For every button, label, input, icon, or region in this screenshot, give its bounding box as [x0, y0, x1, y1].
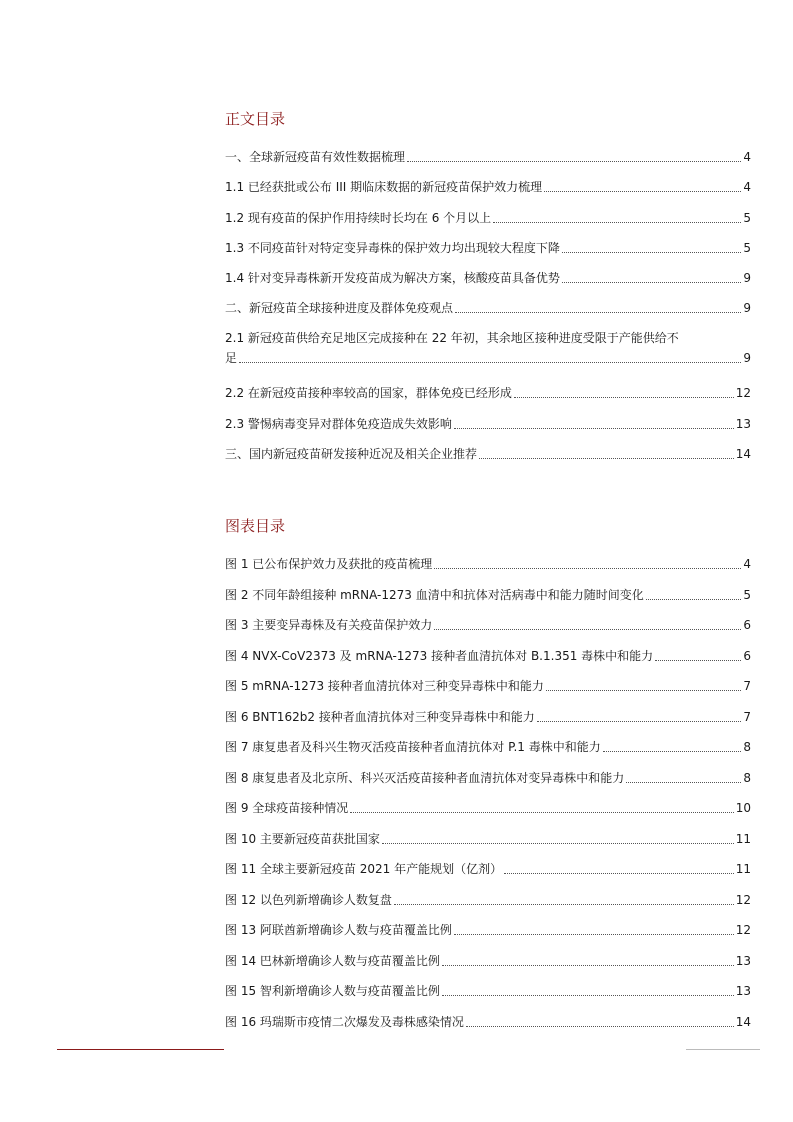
leader-dots	[626, 782, 741, 783]
figure-entry[interactable]	[225, 861, 751, 877]
figure-entry-page: 12	[735, 923, 751, 937]
leader-dots	[442, 995, 734, 996]
toc-entry-page: 4	[743, 150, 751, 164]
leader-dots	[466, 1026, 734, 1027]
figure-entry[interactable]	[225, 709, 751, 725]
figure-entry-title: 图 4 NVX-CoV2373 及 mRNA-1273 接种者血清抗体对 B.1.351 毒株中和能力	[225, 649, 654, 663]
figure-entry-page: 7	[743, 679, 751, 693]
toc-entry-title: 2.1 新冠疫苗供给充足地区完成接种在 22 年初，其余地区接种进度受限于产能供给不	[225, 331, 679, 345]
figure-entry[interactable]	[225, 1014, 751, 1030]
figure-entry-page: 14	[735, 1015, 751, 1029]
leader-dots	[455, 312, 741, 313]
toc-entry-title: 二、新冠疫苗全球接种进度及群体免疫观点	[225, 301, 454, 315]
toc-entry-page: 5	[743, 241, 751, 255]
figure-entry[interactable]	[225, 587, 751, 603]
leader-dots	[514, 397, 734, 398]
figure-entry-page: 6	[743, 618, 751, 632]
figure-entry-title: 图 8 康复患者及北京所、科兴灭活疫苗接种者血清抗体对变异毒株中和能力	[225, 771, 625, 785]
leader-dots	[493, 222, 741, 223]
leader-dots	[562, 252, 741, 253]
footer-accent-line	[57, 1049, 224, 1050]
leader-dots	[454, 428, 734, 429]
toc-entry-page: 9	[743, 301, 751, 315]
figure-entry-title: 图 3 主要变异毒株及有关疫苗保护效力	[225, 618, 433, 632]
toc-entry-page: 9	[743, 271, 751, 285]
toc-entry[interactable]	[225, 385, 751, 401]
toc-entry-title: 一、全球新冠疫苗有效性数据梳理	[225, 150, 406, 164]
figure-entry[interactable]	[225, 831, 751, 847]
toc-entry-page: 14	[735, 447, 751, 461]
toc-entry-page: 13	[735, 417, 751, 431]
leader-dots	[382, 843, 734, 844]
leader-dots	[239, 362, 741, 363]
figure-entry-page: 6	[743, 649, 751, 663]
toc-entry[interactable]	[225, 416, 751, 432]
figure-entry[interactable]	[225, 770, 751, 786]
toc-entry[interactable]	[225, 240, 751, 256]
figure-entry-title: 图 11 全球主要新冠疫苗 2021 年产能规划（亿剂）	[225, 862, 503, 876]
figure-entry-page: 13	[735, 954, 751, 968]
figure-entry[interactable]	[225, 953, 751, 969]
toc-entry-page: 9	[743, 351, 751, 365]
figure-entry[interactable]	[225, 922, 751, 938]
footer-divider-line	[686, 1049, 760, 1050]
figure-entry-page: 12	[735, 893, 751, 907]
toc-entry[interactable]	[225, 328, 751, 368]
figure-entry-title: 图 15 智利新增确诊人数与疫苗覆盖比例	[225, 984, 440, 998]
toc-entry-title: 1.4 针对变异毒株新开发疫苗成为解决方案，核酸疫苗具备优势	[225, 271, 560, 285]
figure-entry-title: 图 5 mRNA-1273 接种者血清抗体对三种变异毒株中和能力	[225, 679, 544, 693]
toc-entry-title-continued: 足	[225, 351, 238, 365]
figure-entry-title: 图 16 玛瑞斯市疫情二次爆发及毒株感染情况	[225, 1015, 464, 1029]
toc-entry[interactable]	[225, 179, 751, 195]
leader-dots	[350, 812, 733, 813]
toc-entry[interactable]	[225, 300, 751, 316]
leader-dots	[546, 690, 741, 691]
figure-entry-page: 5	[743, 588, 751, 602]
figure-entry[interactable]	[225, 556, 751, 572]
figure-entry-title: 图 14 巴林新增确诊人数与疫苗覆盖比例	[225, 954, 440, 968]
toc-entry[interactable]	[225, 210, 751, 226]
figure-entry-title: 图 2 不同年龄组接种 mRNA-1273 血清中和抗体对活病毒中和能力随时间变化	[225, 588, 644, 602]
leader-dots	[442, 965, 734, 966]
leader-dots	[454, 934, 734, 935]
toc-entry[interactable]	[225, 446, 751, 462]
leader-dots	[646, 599, 742, 600]
figure-entry-page: 11	[735, 832, 751, 846]
toc-entry-title: 三、国内新冠疫苗研发接种近况及相关企业推荐	[225, 447, 478, 461]
leader-dots	[544, 191, 741, 192]
figure-entry-title: 图 1 已公布保护效力及获批的疫苗梳理	[225, 557, 433, 571]
figure-entry[interactable]	[225, 800, 751, 816]
leader-dots	[562, 282, 741, 283]
toc-entry-title: 1.2 现有疫苗的保护作用持续时长均在 6 个月以上	[225, 211, 492, 225]
leader-dots	[407, 161, 741, 162]
figure-entry-page: 7	[743, 710, 751, 724]
toc-heading: 正文目录	[225, 110, 286, 128]
toc-entry-page: 4	[743, 180, 751, 194]
figure-entry-title: 图 12 以色列新增确诊人数复盘	[225, 893, 392, 907]
figure-entry-page: 11	[735, 862, 751, 876]
figure-entry[interactable]	[225, 739, 751, 755]
leader-dots	[504, 873, 734, 874]
toc-entry-title: 2.2 在新冠疫苗接种率较高的国家，群体免疫已经形成	[225, 386, 512, 400]
leader-dots	[394, 904, 734, 905]
leader-dots	[603, 751, 742, 752]
figure-entry-title: 图 6 BNT162b2 接种者血清抗体对三种变异毒株中和能力	[225, 710, 535, 724]
figure-entry-title: 图 9 全球疫苗接种情况	[225, 801, 349, 815]
leader-dots	[655, 660, 741, 661]
leader-dots	[434, 629, 741, 630]
toc-entry-title: 2.3 警惕病毒变异对群体免疫造成失效影响	[225, 417, 452, 431]
figure-entry-page: 4	[743, 557, 751, 571]
leader-dots	[434, 568, 741, 569]
figure-entry-page: 8	[743, 771, 751, 785]
toc-entry[interactable]	[225, 270, 751, 286]
figure-entry-page: 8	[743, 740, 751, 754]
toc-entry-title: 1.1 已经获批或公布 III 期临床数据的新冠疫苗保护效力梳理	[225, 180, 543, 194]
figure-entry[interactable]	[225, 648, 751, 664]
figure-entry-page: 10	[735, 801, 751, 815]
toc-entry-page: 12	[735, 386, 751, 400]
toc-entry-page: 5	[743, 211, 751, 225]
figure-entry[interactable]	[225, 617, 751, 633]
figure-entry-title: 图 10 主要新冠疫苗获批国家	[225, 832, 380, 846]
leader-dots	[537, 721, 742, 722]
figure-entry-title: 图 7 康复患者及科兴生物灭活疫苗接种者血清抗体对 P.1 毒株中和能力	[225, 740, 601, 754]
figure-entry[interactable]	[225, 983, 751, 999]
toc-entry-title: 1.3 不同疫苗针对特定变异毒株的保护效力均出现较大程度下降	[225, 241, 560, 255]
figure-entry-page: 13	[735, 984, 751, 998]
figures-heading: 图表目录	[225, 517, 286, 535]
toc-entry[interactable]	[225, 149, 751, 165]
leader-dots	[479, 458, 734, 459]
figure-entry[interactable]	[225, 892, 751, 908]
figure-entry-title: 图 13 阿联酋新增确诊人数与疫苗覆盖比例	[225, 923, 452, 937]
figure-entry[interactable]	[225, 678, 751, 694]
